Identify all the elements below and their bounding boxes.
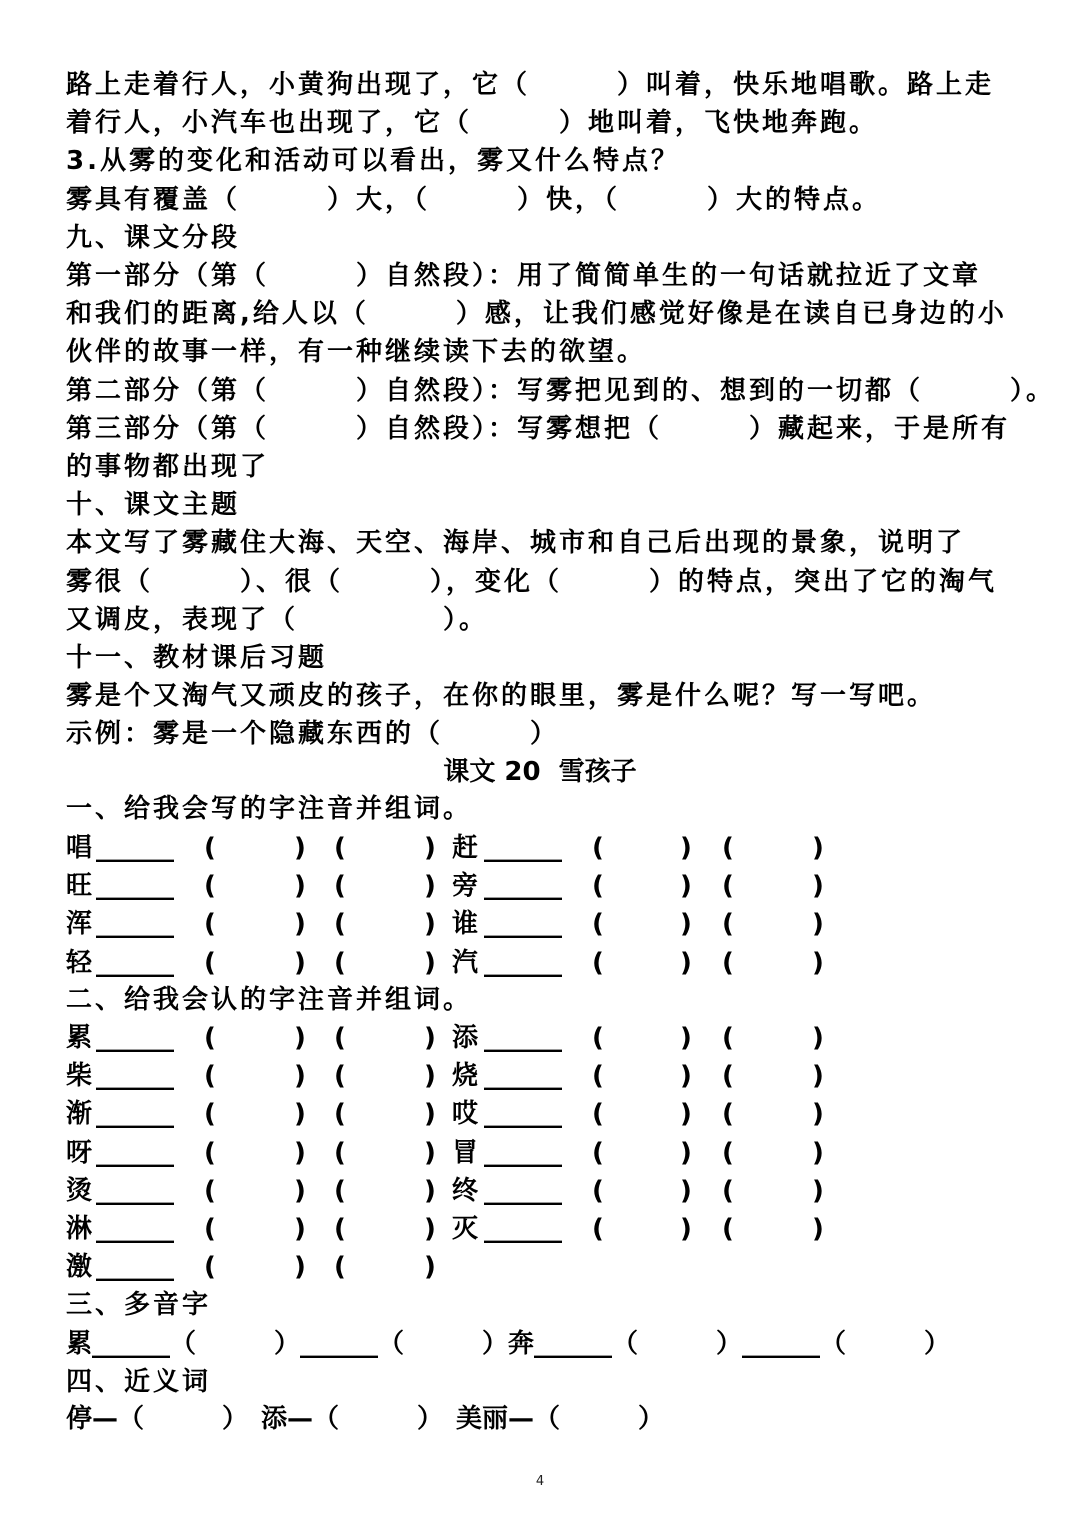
word-blank-close: ) <box>294 833 306 863</box>
character-row <box>66 944 866 982</box>
word-blank-open: ( <box>204 1023 216 1053</box>
character-row <box>66 867 866 905</box>
passage-line: 本文写了雾藏住大海、天空、海岸、城市和自己后出现的景象，说明了 <box>66 528 966 559</box>
character: 呀 <box>66 1137 93 1168</box>
word-blank-open: ( <box>592 1023 604 1053</box>
passage-line: 示例：雾是一个隐藏东西的（ ） <box>66 719 560 750</box>
passage-line: 十、课文主题 <box>66 490 241 521</box>
word-blank-close: ) <box>424 1099 436 1130</box>
word-blank-open: ( <box>722 1137 734 1168</box>
pinyin-blank: ______ <box>96 1023 174 1053</box>
word-blank-open: ( <box>334 909 346 940</box>
word-blank-open: ( <box>334 1023 346 1053</box>
word-blank-open: ( <box>204 871 216 902</box>
word-blank-open: ( <box>334 1137 346 1168</box>
pinyin-blank: ______ <box>96 833 174 863</box>
word-blank-close: ) <box>424 1023 436 1053</box>
word-blank-close: ) <box>424 1137 436 1168</box>
word-blank-open: ( <box>722 1061 734 1092</box>
character-row <box>66 1172 866 1210</box>
word-blank-open: ( <box>334 1061 346 1092</box>
word-blank-close: ) <box>680 1023 692 1053</box>
character: 添 <box>452 1023 479 1053</box>
character-row <box>66 1019 866 1057</box>
word-blank-close: ) <box>424 1252 436 1283</box>
word-blank-close: ) <box>424 1175 436 1206</box>
lesson-title: 课文 20 雪孩子 <box>443 757 637 787</box>
character: 终 <box>452 1175 479 1206</box>
word-blank-close: ) <box>812 1061 824 1092</box>
pinyin-blank: ______ <box>96 1175 174 1206</box>
word-blank-open: ( <box>722 871 734 902</box>
character: 烧 <box>452 1061 479 1092</box>
word-blank-close: ) <box>680 1137 692 1168</box>
pinyin-blank: ______ <box>484 1023 562 1053</box>
word-blank-open: ( <box>722 833 734 863</box>
passage-line: 雾具有覆盖（ ）大，（ ）快，（ ）大的特点。 <box>66 184 882 215</box>
passage-line: 伙伴的故事一样，有一种继续读下去的欲望。 <box>66 337 647 368</box>
character-row <box>66 1248 866 1286</box>
character: 赶 <box>452 833 479 863</box>
word-blank-open: ( <box>592 1214 604 1244</box>
word-blank-close: ) <box>294 1061 306 1092</box>
character: 轻 <box>66 947 93 978</box>
word-blank-close: ) <box>680 871 692 902</box>
passage-line: 着行人，小汽车也出现了，它（ ）地叫着，飞快地奔跑。 <box>66 108 879 139</box>
passage-line: 九、课文分段 <box>66 222 241 253</box>
character: 渐 <box>66 1099 93 1130</box>
word-blank-open: ( <box>722 947 734 978</box>
word-blank-close: ) <box>294 1252 306 1283</box>
word-blank-open: ( <box>592 1137 604 1168</box>
word-blank-open: ( <box>204 1252 216 1283</box>
character: 累 <box>66 1023 93 1053</box>
word-blank-close: ) <box>424 1214 436 1244</box>
word-blank-open: ( <box>204 947 216 978</box>
word-blank-close: ) <box>294 1099 306 1130</box>
word-blank-close: ) <box>680 909 692 940</box>
passage-line: 十一、教材课后习题 <box>66 643 328 673</box>
word-blank-open: ( <box>722 1175 734 1206</box>
word-blank-open: ( <box>592 871 604 902</box>
character: 灭 <box>452 1214 479 1244</box>
page-number: 4 <box>535 1474 545 1489</box>
word-blank-close: ) <box>294 1175 306 1206</box>
character-row <box>66 1095 866 1133</box>
word-blank-open: ( <box>592 1175 604 1206</box>
word-blank-close: ) <box>812 833 824 863</box>
passage-line: 的事物都出现了 <box>66 452 270 482</box>
character-row <box>66 829 866 867</box>
word-blank-close: ) <box>294 1214 306 1244</box>
word-blank-close: ) <box>812 1099 824 1130</box>
word-blank-open: ( <box>592 1099 604 1130</box>
pinyin-blank: ______ <box>96 1252 174 1283</box>
word-blank-open: ( <box>722 1023 734 1053</box>
pinyin-blank: ______ <box>484 1214 562 1244</box>
passage-line: 雾很（ ）、很（ ），变化（ ）的特点，突出了它的淘气 <box>66 566 998 597</box>
pinyin-blank: ______ <box>484 909 562 940</box>
character: 柴 <box>66 1061 93 1092</box>
synonyms-exercise: 停—（ ） 添—（ ） 美丽—（ ） <box>66 1404 665 1434</box>
word-blank-open: ( <box>592 1061 604 1092</box>
word-blank-open: ( <box>334 1214 346 1244</box>
word-blank-close: ) <box>812 1023 824 1053</box>
passage-line: 雾是个又淘气又顽皮的孩子，在你的眼里，雾是什么呢？写一写吧。 <box>66 681 937 712</box>
character: 唱 <box>66 833 93 863</box>
pinyin-blank: ______ <box>96 1061 174 1092</box>
word-blank-close: ) <box>812 1137 824 1168</box>
passage-line: 又调皮，表现了（ ）。 <box>66 604 489 635</box>
pinyin-blank: ______ <box>96 871 174 902</box>
pinyin-blank: ______ <box>96 1214 174 1244</box>
passage-line: 和我们的距离,给人以（ ）感，让我们感觉好像是在读自已身边的小 <box>66 299 1007 330</box>
passage-line: 第二部分（第（ ）自然段）：写雾把见到的、想到的一切都（ ）。 <box>66 375 1056 406</box>
character: 激 <box>66 1252 93 1283</box>
word-blank-close: ) <box>680 833 692 863</box>
pinyin-blank: ______ <box>96 1099 174 1130</box>
word-blank-open: ( <box>592 947 604 978</box>
word-blank-close: ) <box>680 947 692 978</box>
word-blank-open: ( <box>204 833 216 863</box>
word-blank-open: ( <box>204 1061 216 1092</box>
word-blank-open: ( <box>334 833 346 863</box>
word-blank-open: ( <box>722 909 734 940</box>
character-row <box>66 905 866 943</box>
word-blank-close: ) <box>424 909 436 940</box>
word-blank-close: ) <box>294 947 306 978</box>
pinyin-blank: ______ <box>96 909 174 940</box>
word-blank-open: ( <box>204 1137 216 1168</box>
word-blank-close: ) <box>294 909 306 940</box>
word-blank-close: ) <box>680 1061 692 1092</box>
word-blank-open: ( <box>204 909 216 940</box>
word-blank-close: ) <box>424 833 436 863</box>
word-blank-close: ) <box>812 947 824 978</box>
word-blank-close: ) <box>680 1214 692 1244</box>
pinyin-blank: ______ <box>484 1175 562 1206</box>
word-blank-close: ) <box>424 871 436 902</box>
character: 汽 <box>452 947 479 978</box>
character-row <box>66 1134 866 1172</box>
word-blank-close: ) <box>812 909 824 940</box>
character: 旁 <box>452 871 479 902</box>
word-blank-close: ) <box>294 1023 306 1053</box>
word-blank-open: ( <box>334 1252 346 1283</box>
word-blank-open: ( <box>334 1175 346 1206</box>
word-blank-close: ) <box>812 1175 824 1206</box>
word-blank-open: ( <box>334 947 346 978</box>
word-blank-open: ( <box>722 1099 734 1130</box>
pinyin-blank: ______ <box>96 947 174 978</box>
section-polyphone-heading: 三、多音字 <box>66 1290 212 1320</box>
section-synonyms-heading: 四、近义词 <box>66 1367 212 1397</box>
character-row <box>66 1210 866 1248</box>
pinyin-blank: ______ <box>484 1137 562 1168</box>
character: 淋 <box>66 1214 93 1244</box>
word-blank-close: ) <box>680 1099 692 1130</box>
passage-line: 3.从雾的变化和活动可以看出，雾又什么特点？ <box>66 146 680 177</box>
character: 冒 <box>452 1137 479 1168</box>
word-blank-open: ( <box>204 1214 216 1244</box>
pinyin-blank: ______ <box>96 1137 174 1168</box>
pinyin-blank: ______ <box>484 871 562 902</box>
character: 谁 <box>452 909 479 940</box>
word-blank-close: ) <box>424 1061 436 1092</box>
character-row <box>66 1057 866 1095</box>
word-blank-open: ( <box>334 1099 346 1130</box>
word-blank-open: ( <box>592 833 604 863</box>
word-blank-close: ) <box>294 871 306 902</box>
pinyin-blank: ______ <box>484 1099 562 1130</box>
passage-line: 第一部分（第（ ）自然段）：用了简简单生的一句话就拉近了文章 <box>66 261 982 291</box>
word-blank-close: ) <box>424 947 436 978</box>
passage-line: 路上走着行人，小黄狗出现了，它（ ）叫着，快乐地唱歌。路上走 <box>66 70 995 100</box>
word-blank-open: ( <box>334 871 346 902</box>
polyphone-exercise: 累______（ ）______（ ）奔______（ ）______（ ） <box>66 1329 951 1359</box>
pinyin-blank: ______ <box>484 1061 562 1092</box>
section-reading-heading: 二、给我会认的字注音并组词。 <box>66 985 473 1015</box>
pinyin-blank: ______ <box>484 947 562 978</box>
word-blank-open: ( <box>204 1099 216 1130</box>
character: 哎 <box>452 1099 479 1130</box>
section-writing-heading: 一、给我会写的字注音并组词。 <box>66 794 473 824</box>
word-blank-close: ) <box>812 1214 824 1244</box>
passage-line: 第三部分（第（ ）自然段）：写雾想把（ ）藏起来，于是所有 <box>66 413 1011 444</box>
word-blank-open: ( <box>204 1175 216 1206</box>
character: 烫 <box>66 1175 93 1206</box>
character: 浑 <box>66 909 93 940</box>
word-blank-close: ) <box>680 1175 692 1206</box>
word-blank-close: ) <box>294 1137 306 1168</box>
pinyin-blank: ______ <box>484 833 562 863</box>
word-blank-open: ( <box>722 1214 734 1244</box>
character: 旺 <box>66 871 93 902</box>
word-blank-close: ) <box>812 871 824 902</box>
word-blank-open: ( <box>592 909 604 940</box>
